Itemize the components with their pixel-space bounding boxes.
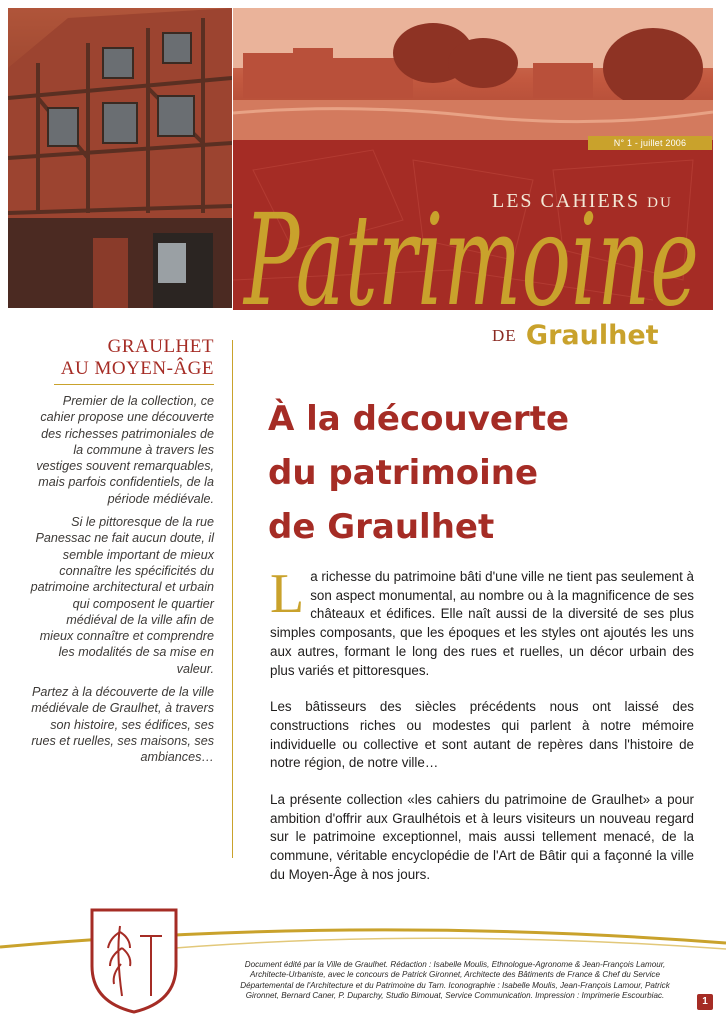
sidebar-paragraph: Partez à la découverte de la ville médiévale de Graulhet, à travers son histoire, ses édifices, ses rues et ruelles, ses maisons, ses ambiances… <box>31 685 214 765</box>
article-paragraph: Les bâtisseurs des siècles précédents nous ont laissé des constructions riches ou modestes qui parlent à notre mémoire individuelle ou collective et sont autant de repères dans l'histoire de notre région, de notre ville… <box>270 699 694 771</box>
sidebar-paragraph: Si le pittoresque de la rue Panessac ne fait aucun doute, il semble important de mieux connaître les spécificités du patrimoine architectural et urbain qui composent le quartier médiéval de la ville afin de mieux connaître et comprendre les modalités de sa mise en valeur. <box>30 515 214 676</box>
drop-cap: L <box>270 563 305 625</box>
town-name: Graulhet <box>525 320 659 351</box>
de-label: DE <box>492 326 517 345</box>
masthead <box>0 0 726 351</box>
house-illustration <box>8 8 232 308</box>
issue-tag: N° 1 - juillet 2006 <box>588 136 712 150</box>
town-crest-icon <box>86 904 182 1016</box>
article-body <box>270 563 694 903</box>
de-graulhet <box>492 320 659 351</box>
river-illustration <box>233 8 713 140</box>
sidebar-paragraph: Premier de la collection, ce cahier propose une découverte des richesses patrimoniales de la commune à travers les vestiges souvent remarquables, mais parfois confidentiels, de la période médiévale. <box>36 394 214 506</box>
sidebar-title <box>30 336 214 380</box>
article-paragraph <box>270 563 694 680</box>
series-du: DU <box>647 195 673 211</box>
photo-half-timbered-house <box>8 8 232 308</box>
article-title: À la découverte du patrimoine de Graulhet <box>268 399 570 547</box>
sidebar-title-line2: AU MOYEN-ÂGE <box>60 358 214 379</box>
article-paragraph-text: a richesse du patrimoine bâti d'une ville ne tient pas seulement à son aspect monumental, au nombre ou à la magnificence de ses châteaux et édifices. Elle naît aussi de la diversité de ses plus simples composants, que les époques et les styles ont ajoutés les uns aux autres, formant le long des rues et ruelles, un décor urbain des plus variés et pittoresques. <box>270 569 694 678</box>
credits: Document édité par la Ville de Graulhet. Rédaction : Isabelle Moulis, Ethnologue-Agronome & Jean-François Lamour, Architecte-Urbaniste, avec le concours de Patrick Gironnet, Architecte des Bâtiments de France & Chef du Service Départemental de l'Architecture et du Patrimoine du Tarn. Iconographie : Isabelle Moulis, Jean-François Lamour, Patrick Gironnet, Bernard Caner, P. Duparchy, Studio Bimouat, Service Communication. Impression : Imprimerie Escourbiac. <box>240 960 670 1000</box>
article-paragraph: La présente collection «les cahiers du patrimoine de Graulhet» a pour ambition d'offrir aux Graulhétois et à leurs visiteurs un nouveau regard sur le patrimoine exceptionnel, mais aussi tellement menacé, de la commune, véritable encyclopédie de l'Art de Bâtir qui a façonné la ville du Moyen-Âge à nos jours. <box>270 792 694 882</box>
photo-river-town <box>233 8 713 140</box>
patrimoine-word-text: Patrimoine <box>242 187 699 334</box>
page-corner-icon: 1 <box>697 994 713 1010</box>
series-prefix: LES CAHIERS <box>492 190 641 212</box>
column-divider <box>232 340 233 858</box>
sidebar-title-line1: GRAULHET <box>107 336 214 357</box>
sidebar-rule <box>54 384 214 385</box>
sidebar <box>30 336 214 773</box>
